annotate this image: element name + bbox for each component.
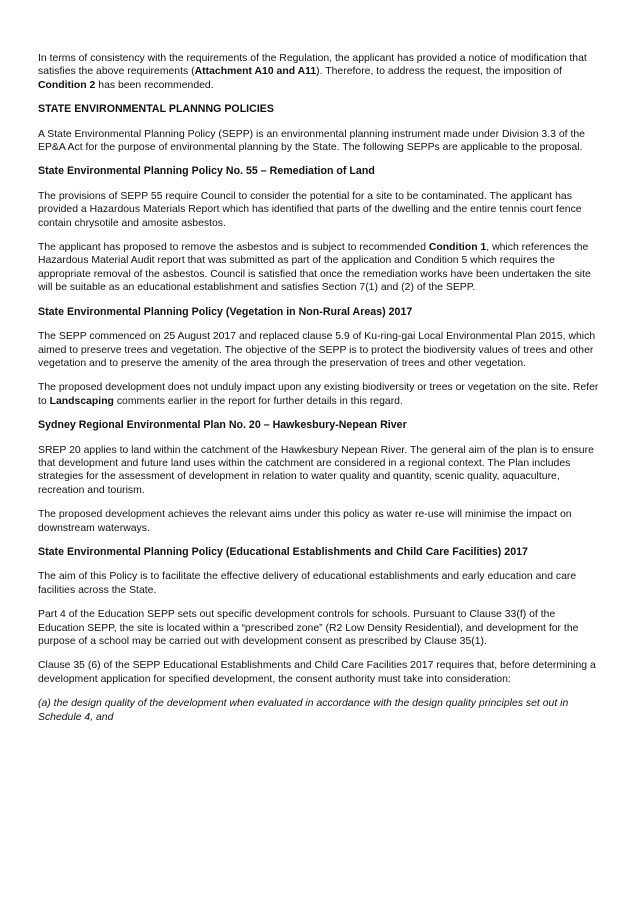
paragraph-srep20-1: SREP 20 applies to land within the catchment of the Hawkesbury Nepean River. The general aim of the plan is to ensure that development and future land uses within the catchment are considered in a regional context. The Plan includes strategies for the assessment of development in relation to water quality and quantity, scenic quality, aquaculture, recreation and tourism.: [38, 444, 594, 496]
attachment-reference: Attachment A10 and A11: [194, 66, 317, 78]
paragraph-vegetation-1: The SEPP commenced on 25 August 2017 and replaced clause 5.9 of Ku-ring-gai Local Environmental Plan 2015, which aimed to preserve trees and vegetation. The objective of the SEPP is to protect the biodiversity values of trees and other vegetation and to preserve the amenity of the area through the preservation of trees and other vegetation.: [38, 331, 596, 369]
section-heading-sepp: STATE ENVIRONMENTAL PLANNNG POLICIES: [38, 103, 274, 116]
paragraph-education-clause-a: (a) the design quality of the development when evaluated in accordance with the design quality principles set out in Schedule 4, and: [38, 698, 569, 723]
landscaping-reference: Landscaping: [49, 395, 114, 407]
heading-education-sepp: State Environmental Planning Policy (Educational Establishments and Child Care Facilities) 2017: [38, 545, 528, 558]
condition-reference: Condition 1: [428, 242, 487, 254]
paragraph-education-3: Clause 35 (6) of the SEPP Educational Establishments and Child Care Facilities 2017 requires that, before determining a development application for specified development, the consent authority must take into consideration:: [38, 660, 596, 685]
paragraph-education-2: Part 4 of the Education SEPP sets out specific development controls for schools. Pursuant to Clause 33(f) of the Education SEPP, the site is located within a “prescribed zone” (R2 Low Density Residential), and development for the purpose of a school may be carried out with development consent as prescribed by Clause 35(1).: [38, 609, 579, 647]
heading-sepp55: State Environmental Planning Policy No. 55 – Remediation of Land: [38, 165, 375, 178]
condition-reference: Condition 2: [38, 79, 96, 91]
paragraph-sepp-intro: A State Environmental Planning Policy (SEPP) is an environmental planning instrument made under Division 3.3 of the EP&A Act for the purpose of environmental planning by the State. The following SEPPs are applicable to the proposal.: [38, 128, 585, 154]
paragraph-sepp55-remediation: The applicant has proposed to remove the asbestos and is subject to recommended Condition 1, which references the Hazardous Material Audit report that was submitted as part of the application and Condition 5 which requires the appropriate removal of the asbestos. Council is satisfied that once the remediation works have been undertaken the site will be suitable as an educational establishment and satisfies Section 7(1) and (2) of the SEPP.: [38, 242, 591, 294]
paragraph-regulation-consistency: In terms of consistency with the requirements of the Regulation, the applicant has provided a notice of modification that satisfies the above requirements (Attachment A10 and A11). Therefore, to address the request, the imposition of Condition 2 has been recommended.: [38, 53, 587, 91]
document-page: [38, 52, 600, 724]
paragraph-vegetation-2: The proposed development does not unduly impact upon any existing biodiversity or trees or vegetation on the site. Refer to Landscaping comments earlier in the report for further details in this regard.: [38, 382, 599, 407]
heading-vegetation-sepp: State Environmental Planning Policy (Vegetation in Non-Rural Areas) 2017: [38, 305, 413, 318]
paragraph-education-1: The aim of this Policy is to facilitate the effective delivery of educational establishments and early education and care facilities across the State.: [38, 571, 577, 596]
paragraph-sepp55-contamination: The provisions of SEPP 55 require Council to consider the potential for a site to be contaminated. The applicant has provided a Hazardous Materials Report which has identified that parts of the dwelling and the entire tennis court fence contain chrysotile and amosite asbestos.: [38, 190, 582, 229]
paragraph-srep20-2: The proposed development achieves the relevant aims under this policy as water re-use will minimise the impact on downstream waterways.: [38, 509, 572, 534]
heading-srep20: Sydney Regional Environmental Plan No. 20 – Hawkesbury-Nepean River: [38, 419, 407, 432]
